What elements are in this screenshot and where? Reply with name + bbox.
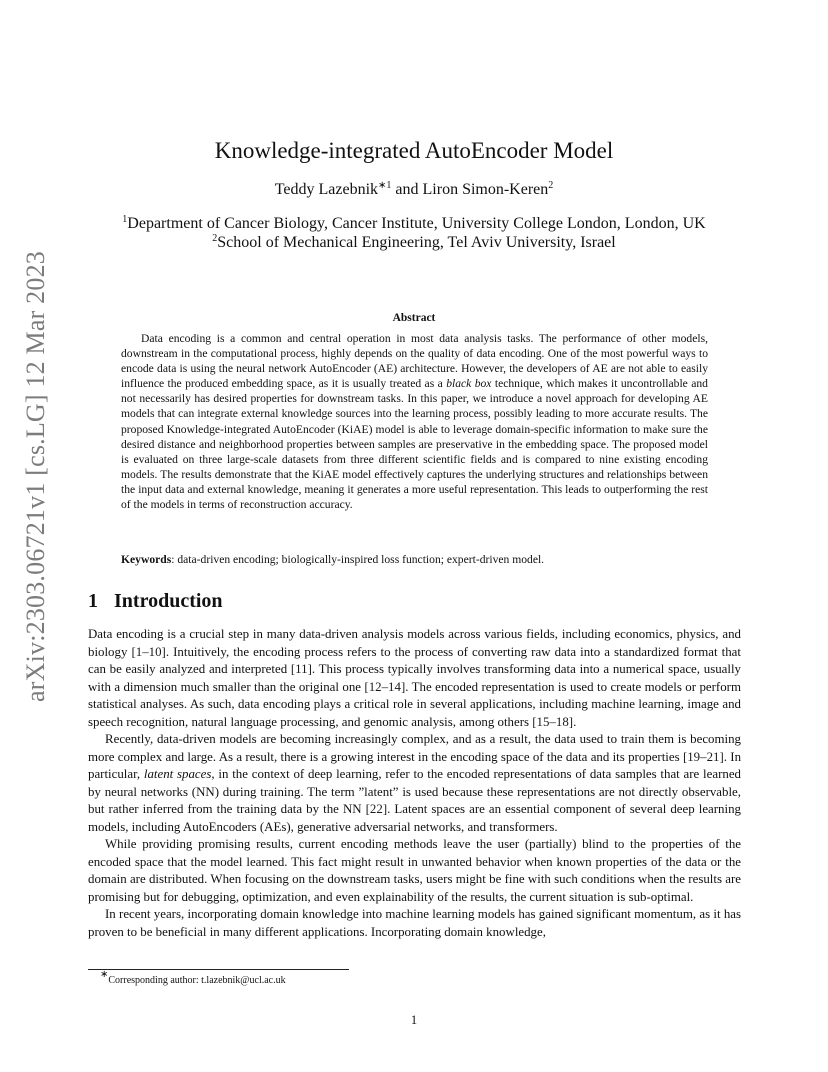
- abstract-text-part: Data encoding is a common and central operation in most data analysis tasks. The performance of other models, downstream in the computational process, highly depends on the quality of data encoding. One of the most powerful ways to encode data is using the neural network AutoEncoder (AE) architecture. However, the developers of AE are not able to easily influence the produced embedding space, as it is usually treated as a: [121, 332, 708, 391]
- paragraph-text: . Intuitively, the encoding process refers to the process of converting raw data into a standardized format that can be easily analyzed and interpreted: [88, 644, 741, 676]
- arxiv-identifier: arXiv:2303.06721v1 [cs.LG] 12 Mar 2023: [21, 251, 50, 702]
- paragraph-text: . In particular,: [88, 749, 742, 781]
- citation-link[interactable]: [15–18]: [532, 714, 574, 729]
- affiliation-superscript: 1: [122, 214, 128, 225]
- paragraph-text: Recently, data-driven models are becoming increasingly complex, and as a result, the data used to train them is becoming more complex and large. As a result, there is a growing interest in the encoding space of the data and its properties: [88, 732, 741, 764]
- author-superscript: ∗1: [378, 180, 392, 191]
- citation-link[interactable]: [12–14]: [364, 679, 406, 694]
- paragraph-text: . This process typically involves transforming data into a numerical space, usually with a dimension much smaller than the original one: [88, 662, 741, 694]
- citation-link[interactable]: [22]: [365, 802, 388, 816]
- author-name: Teddy Lazebnik: [274, 181, 379, 198]
- abstract-text: [121, 331, 708, 512]
- abstract-emphasis: black box: [446, 377, 492, 391]
- affiliations: [0, 214, 828, 252]
- affiliation-text: School of Mechanical Engineering, Tel Aviv University, Israel: [217, 234, 616, 251]
- paragraph-text: , in the context of deep learning, refer to the encoded representations of data samples that are learned by neural networks (NN) during training. The term ”latent” is used because these representations are not directly observable, but rather inferred from the training data by the NN: [88, 767, 741, 816]
- paragraph: While providing promising results, current encoding methods leave the user (partially) blind to the properties of the encoded space that the model learned. This fact might result in unwanted behavior when known properties of the data or the domain are distributed. When focusing on the downstream tasks, users might be fine with such conditions when the results are promising but for debugging, optimization, and even explainability of the results, the current situation is sub-optimal.: [88, 837, 741, 904]
- section-number: 1: [88, 590, 98, 612]
- paragraph-text: . Latent spaces are an essential component of several deep learning models, including AutoEncoders (AEs), generative adversarial networks, and transformers.: [88, 802, 741, 834]
- abstract-heading: Abstract: [392, 312, 436, 324]
- page-number: 1: [410, 1013, 418, 1027]
- footnote: [100, 969, 286, 986]
- author-superscript: 2: [548, 180, 554, 191]
- section-heading: [88, 590, 223, 613]
- paragraph-text: .: [573, 714, 577, 729]
- footnote-marker: ∗: [100, 969, 109, 980]
- footnote-text: Corresponding author: t.lazebnik@ucl.ac.uk: [108, 975, 286, 986]
- body-text: [88, 626, 741, 941]
- paragraph-text: . The encoded representation is used to create models or perform statistical analyses. As such, data encoding plays a critical role in several applications, including machine learning, image and speech recognition, natural language processing, and genomic analysis, among others: [88, 679, 741, 729]
- paragraph-text: Data encoding is a crucial step in many data-driven analysis models across various fields, including economics, physics, and biology: [88, 627, 741, 659]
- affiliation: [0, 233, 828, 252]
- paper-title: Knowledge-integrated AutoEncoder Model: [214, 138, 614, 163]
- author-line: [0, 181, 828, 199]
- citation-link[interactable]: [19–21]: [682, 749, 724, 764]
- citation-link[interactable]: [1–10]: [131, 644, 166, 659]
- footnote-divider: [88, 969, 349, 970]
- affiliation-text: Department of Cancer Biology, Cancer Institute, University College London, London, UK: [127, 215, 706, 232]
- keywords: [121, 553, 708, 566]
- section-title: Introduction: [114, 590, 223, 612]
- author-conjunction: and: [391, 181, 423, 198]
- paragraph-emphasis: latent spaces: [143, 767, 212, 781]
- paragraph: [88, 626, 741, 731]
- author-name: Liron Simon-Keren: [422, 181, 549, 198]
- citation-link[interactable]: [11]: [290, 662, 312, 676]
- abstract-text-part: technique, which makes it uncontrollable and not necessarily has desired properties for downstream tasks. In this paper, we introduce a novel approach for developing AE models that can integrate external knowledge sources into the learning process, possibly leading to more accurate results. The proposed Knowledge-integrated AutoEncoder (KiAE) model is able to leverage domain-specific information to make sure the desired distance and neighborhood properties between samples are preservative in the embedding space. The proposed model is evaluated on three large-scale datasets from three different scientific fields and is compared to nine existing encoding models. The results demonstrate that the KiAE model effectively captures the underlying structures and relationships between the input data and external knowledge, meaning it generates a more useful representation. This leads to outperforming the rest of the models in terms of reconstruction accuracy.: [121, 377, 708, 512]
- keywords-text: : data-driven encoding; biologically-inspired loss function; expert-driven model.: [171, 553, 545, 566]
- paragraph: [88, 731, 741, 836]
- affiliation: [0, 214, 828, 233]
- paragraph: In recent years, incorporating domain knowledge into machine learning models has gained significant momentum, as it has proven to be beneficial in many different applications. Incorporating domain knowledge,: [88, 907, 741, 939]
- affiliation-superscript: 2: [212, 233, 218, 244]
- keywords-label: Keywords: [121, 553, 172, 566]
